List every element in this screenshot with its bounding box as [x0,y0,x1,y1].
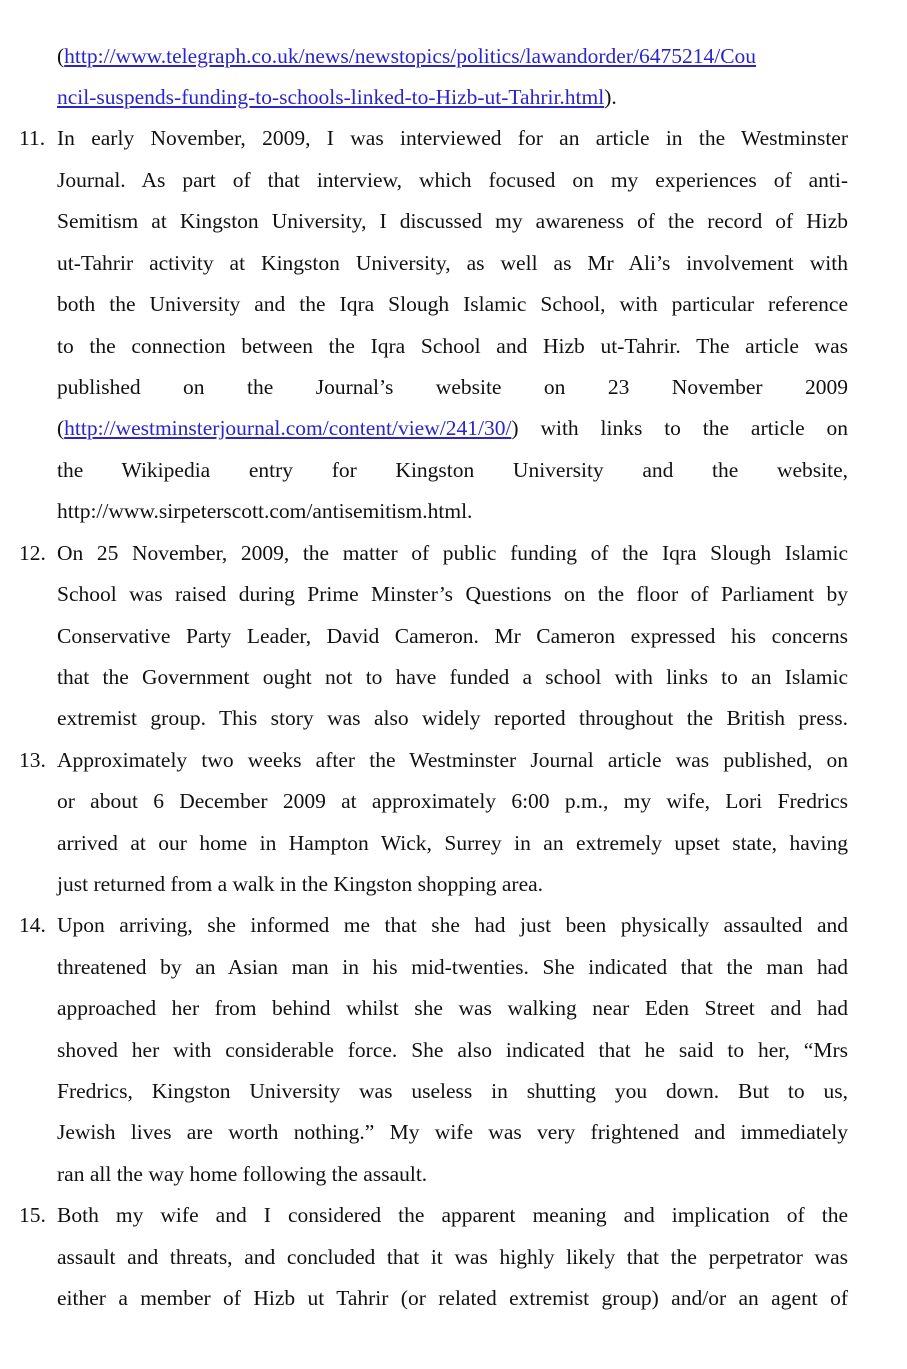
paragraph-11-line: both the University and the Iqra Slough Islamic School, with particular reference [57,292,848,316]
continuation-line-1 [57,41,848,71]
paragraph-14-line: threatened by an Asian man in his mid-twenties. She indicated that the man had [57,955,848,979]
paragraph-13-line: Approximately two weeks after the Westminster Journal article was published, on [57,748,848,772]
paragraph-number-13: 13. [19,748,46,772]
paragraph-14-line: Jewish lives are worth nothing.” My wife was very frightened and immediately [57,1120,848,1144]
paragraph-11-line: Journal. As part of that interview, which focused on my experiences of anti- [57,168,848,192]
telegraph-link[interactable]: http://www.telegraph.co.uk/news/newstopics/politics/lawandorder/6475214/Cou [64,44,757,68]
paragraph-11-line: to the connection between the Iqra School and Hizb ut-Tahrir. The article was [57,334,848,358]
paragraph-12-line: that the Government ought not to have funded a school with links to an Islamic [57,665,848,689]
paragraph-12-line: School was raised during Prime Minster’s Questions on the floor of Parliament by [57,582,848,606]
paragraph-number-15: 15. [19,1203,46,1227]
paragraph-11-link-line [57,413,848,443]
paragraph-15-line: either a member of Hizb ut Tahrir (or related extremist group) and/or an agent of [57,1286,848,1310]
close-paren: ). [604,85,617,109]
paragraph-11-line: published on the Journal’s website on 23 November 2009 [57,375,848,399]
paragraph-15-line: assault and threats, and concluded that it was highly likely that the perpetrator was [57,1245,848,1269]
paragraph-14-line: Fredrics, Kingston University was useless in shutting you down. But to us, [57,1079,848,1103]
paragraph-14-line: approached her from behind whilst she was walking near Eden Street and had [57,996,848,1020]
paragraph-13-line: just returned from a walk in the Kingston shopping area. [57,872,544,896]
telegraph-link-continued[interactable]: ncil-suspends-funding-to-schools-linked-to-Hizb-ut-Tahrir.html [57,85,605,109]
paragraph-12-line: Conservative Party Leader, David Cameron. Mr Cameron expressed his concerns [57,624,848,648]
westminster-journal-link[interactable]: http://westminsterjournal.com/content/view/241/30/ [64,416,512,440]
paragraph-14-line: ran all the way home following the assault. [57,1162,428,1186]
paragraph-11-line: In early November, 2009, I was interviewed for an article in the Westminster [57,126,848,150]
paragraph-number-14: 14. [19,913,46,937]
paragraph-14-line: shoved her with considerable force. She also indicated that he said to her, “Mrs [57,1038,848,1062]
paragraph-11-line: Semitism at Kingston University, I discussed my awareness of the record of Hizb [57,209,848,233]
paragraph-15-line: Both my wife and I considered the apparent meaning and implication of the [57,1203,848,1227]
sirpeterscott-url-text: http://www.sirpeterscott.com/antisemitism.html. [57,499,473,523]
paragraph-13-line: arrived at our home in Hampton Wick, Surrey in an extremely upset state, having [57,831,848,855]
paragraph-11-line: ut-Tahrir activity at Kingston University, as well as Mr Ali’s involvement with [57,251,848,275]
paragraph-number-12: 12. [19,541,46,565]
paragraph-12-line: extremist group. This story was also widely reported throughout the British press. [57,706,848,730]
link-line-tail: ) with links to the article on [511,416,848,440]
paragraph-13-line: or about 6 December 2009 at approximately 6:00 p.m., my wife, Lori Fredrics [57,789,848,813]
open-paren: ( [57,44,65,68]
paragraph-12-line: On 25 November, 2009, the matter of public funding of the Iqra Slough Islamic [57,541,848,565]
paragraph-11-line: the Wikipedia entry for Kingston University and the website, [57,458,848,482]
paragraph-number-11: 11. [19,126,46,150]
paragraph-14-line: Upon arriving, she informed me that she had just been physically assaulted and [57,913,848,937]
continuation-line-2 [57,82,848,112]
open-paren: ( [57,416,65,440]
